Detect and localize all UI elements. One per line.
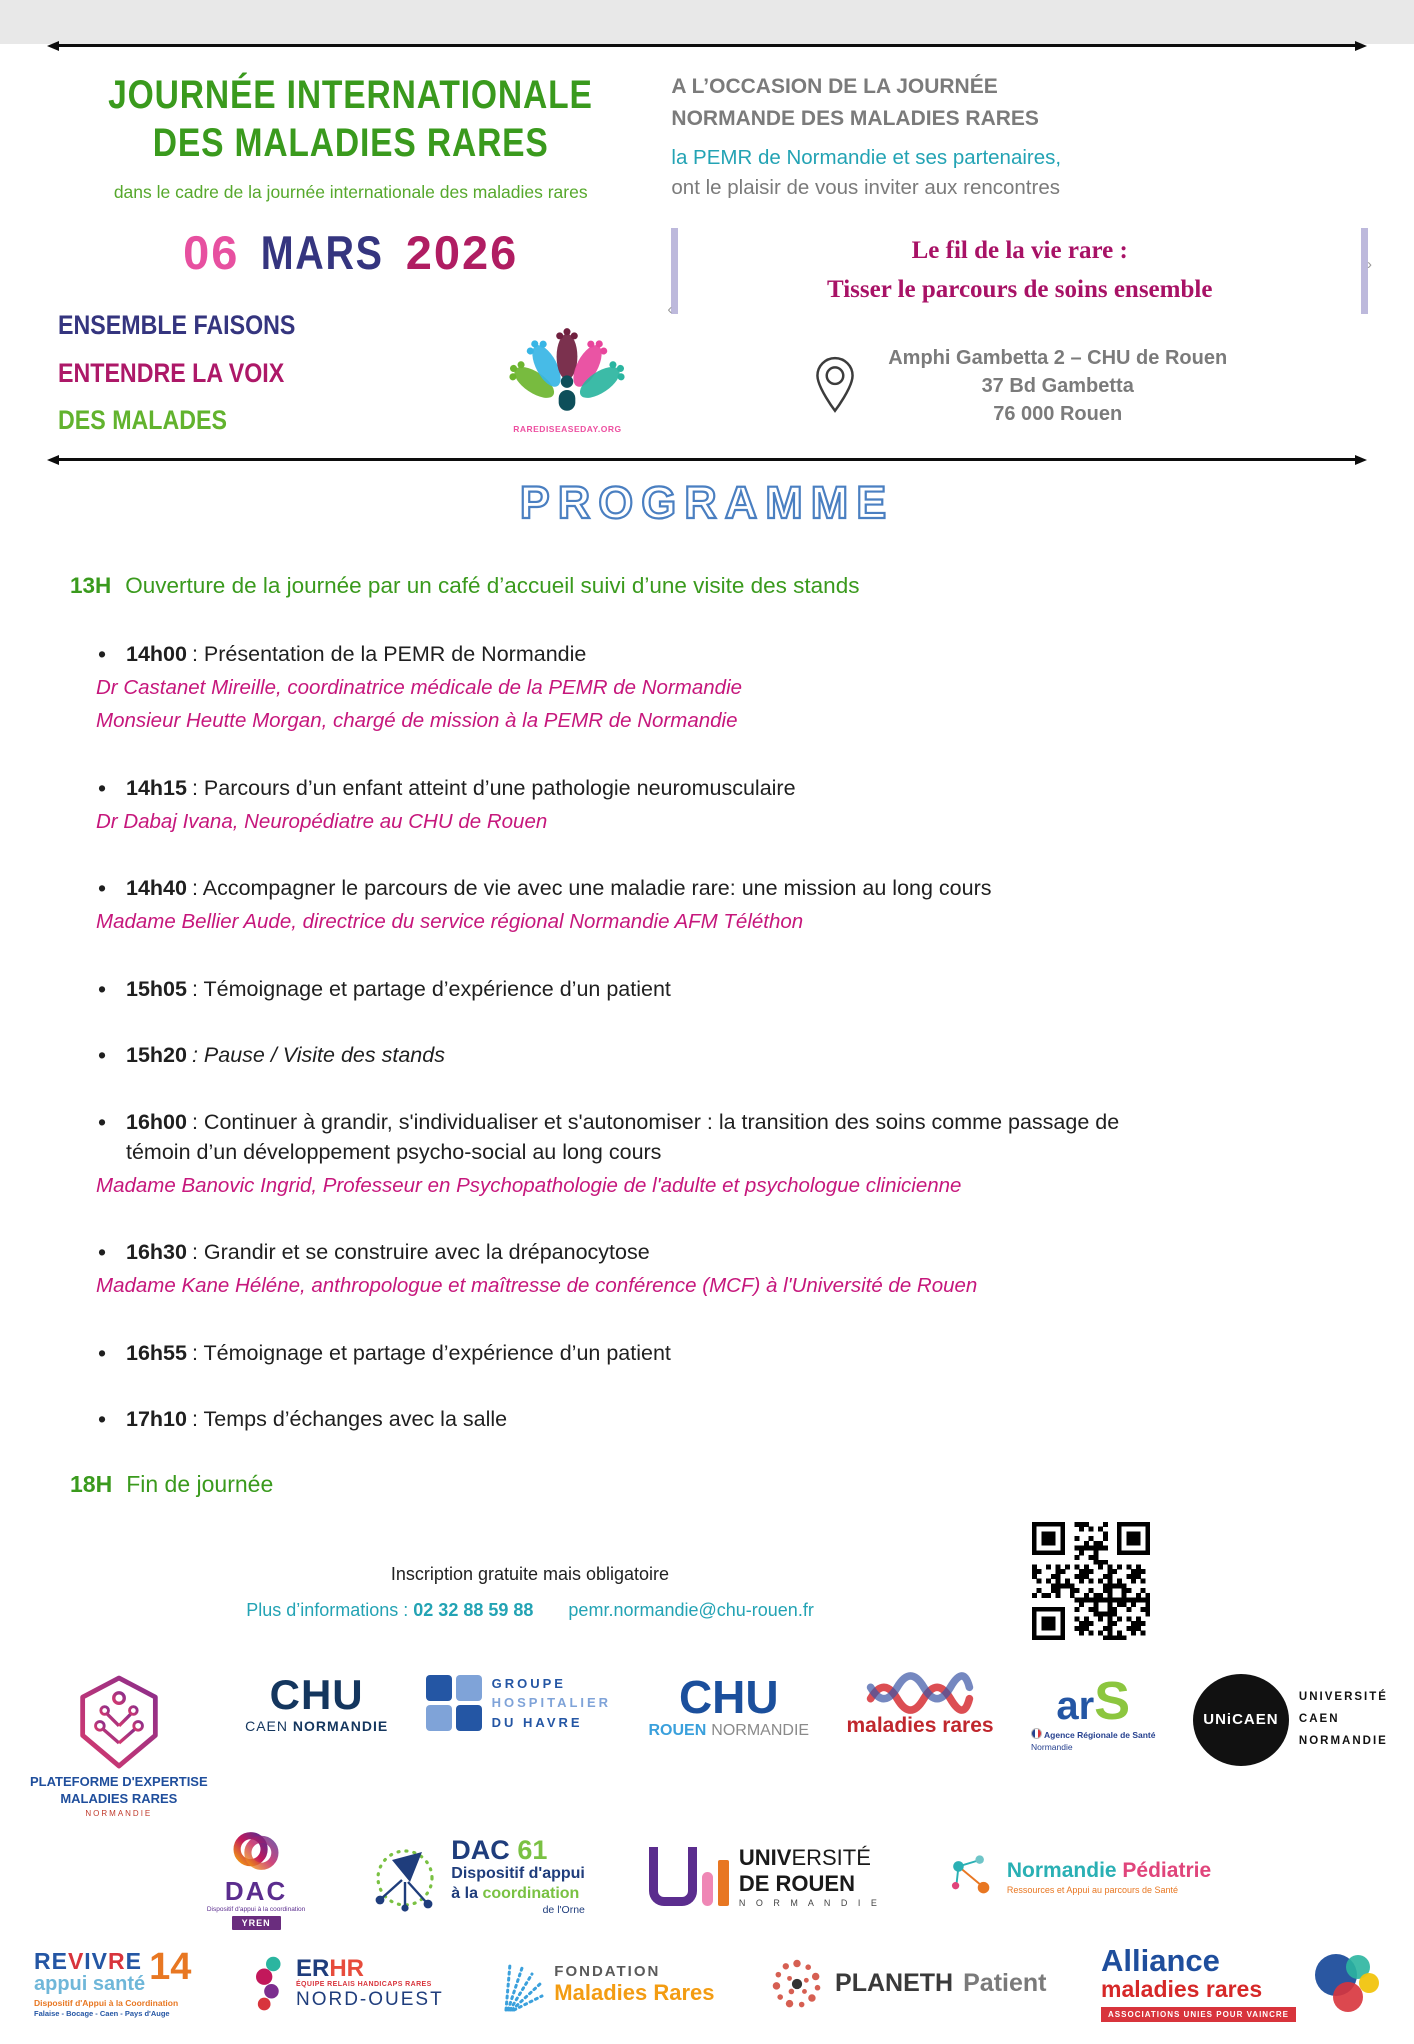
invitation-line-gray: ont le plaisir de vous inviter aux rencontres — [671, 175, 1060, 199]
event-date-month: MARS — [261, 226, 385, 280]
item-text: : Parcours d’un enfant atteint d’une pathologie neuromusculaire — [191, 776, 796, 801]
ghh-squares-icon — [426, 1675, 482, 1731]
programme-list — [70, 639, 1134, 1435]
dac61-number: 61 — [517, 1835, 548, 1866]
rare-disease-day-logo-block — [487, 313, 647, 434]
item-time: 17h10 — [126, 1407, 187, 1432]
event-date — [54, 225, 647, 280]
event-date-year: 2026 — [405, 226, 519, 280]
contact-label: Plus d’informations : — [246, 1599, 409, 1620]
item-speaker: Madame Bellier Aude, directrice du service régional Normandie AFM Téléthon — [96, 909, 804, 933]
logo-filiere-maladies-rares — [846, 1674, 993, 1738]
event-date-day: 06 — [183, 226, 240, 280]
programme-closing — [70, 1471, 1354, 1498]
programme-item-14h40 — [94, 873, 1134, 937]
occasion-text — [671, 71, 1368, 134]
quote-line2: Tisser le parcours de soins ensemble — [826, 276, 1213, 304]
item-time: 14h40 — [126, 876, 187, 901]
venue-line3: 76 000 Rouen — [993, 402, 1123, 425]
dac61-line3: de l'Orne — [542, 1904, 585, 1917]
item-speaker: Monsieur Heutte Morgan, chargé de mission à la PEMR de Normandie — [96, 709, 738, 733]
header — [0, 47, 1414, 458]
univ-rouen-line1b: ERSITÉ — [791, 1845, 871, 1871]
quote-right-bar — [1361, 228, 1368, 314]
logo-dac61-orne — [369, 1837, 585, 1916]
opening-time: 13H — [70, 573, 112, 598]
ars-subtitle: Agence Régionale de Santé — [1044, 1729, 1156, 1740]
slogan — [58, 302, 334, 444]
header-right — [647, 71, 1368, 444]
logo-unicaen — [1193, 1674, 1388, 1766]
item-time: 16h55 — [126, 1340, 187, 1365]
item-text: : Témoignage et partage d’expérience d’un patient — [191, 976, 671, 1001]
item-time: 15h05 — [126, 976, 187, 1001]
poster-page — [0, 44, 1414, 2044]
chu-rouen-region: NORMANDIE — [711, 1721, 810, 1739]
item-text: : Temps d’échanges avec la salle — [191, 1407, 508, 1432]
logo-alliance-maladies-rares — [1101, 1942, 1384, 2023]
event-title — [54, 71, 647, 167]
item-text: : Continuer à grandir, s'individualiser et s'autonomiser : la transition des soins comme passage de témoin d’un développement psycho-social au long cours — [126, 1109, 1120, 1165]
item-time: 16h00 — [126, 1109, 187, 1134]
item-speaker: Madame Kane Héléne, anthropologue et maîtresse de conférence (MCF) à l'Université de Rouen — [96, 1273, 978, 1297]
unicaen-line2: CAEN — [1298, 1712, 1340, 1725]
logo-pemr-normandie — [30, 1674, 208, 1819]
logo-normandie-pediatrie — [945, 1851, 1211, 1903]
alliance-name: Alliance — [1101, 1942, 1220, 1978]
programme-item-17h10 — [94, 1404, 1134, 1435]
quote-line1: Le fil de la vie rare : — [911, 237, 1128, 265]
programme-item-15h20 — [94, 1040, 1134, 1071]
revivre-line1: Dispositif d'Appui à la Coordination — [34, 1997, 179, 2008]
partner-logos — [0, 1670, 1414, 2030]
maladies-rares-waves-icon — [861, 1674, 979, 1712]
item-speaker: Madame Banovic Ingrid, Professeur en Psychopathologie de l'adulte et psychologue clinicienne — [96, 1173, 962, 1197]
ars-region: Normandie — [1031, 1741, 1073, 1752]
opening-text: Ouverture de la journée par un café d’accueil suivi d’une visite des stands — [125, 573, 860, 598]
univ-rouen-line2: DE ROUEN — [738, 1870, 855, 1896]
ghh-label-line2: HOSPITALIER — [491, 1695, 612, 1711]
venue-block — [671, 344, 1368, 428]
ghh-label-line1: GROUPE — [491, 1675, 566, 1691]
pemr-label-line2: MALADIES RARES — [60, 1790, 178, 1806]
item-speaker: Dr Dabaj Ivana, Neuropédiatre au CHU de Rouen — [96, 809, 548, 833]
unicaen-line3: NORMANDIE — [1298, 1734, 1388, 1747]
unicaen-line1: UNIVERSITÉ — [1298, 1690, 1388, 1703]
event-title-line1: JOURNÉE INTERNATIONALE — [108, 73, 593, 117]
erhr-er: ER — [295, 1954, 330, 1982]
event-title-line2: DES MALADIES RARES — [152, 121, 549, 165]
slogan-row — [54, 302, 647, 444]
middle-divider-arrow-line — [58, 458, 1356, 461]
logo-row-2 — [30, 1824, 1388, 1930]
quote-left-bar — [671, 228, 678, 314]
programme-item-14h15 — [94, 773, 1134, 837]
registration-note: Inscription gratuite mais obligatoire — [390, 1563, 670, 1584]
chu-caen-region: NORMANDIE — [292, 1717, 389, 1734]
fondation-rays-icon — [498, 1956, 544, 2012]
unicaen-mark: UNiCAEN — [1193, 1674, 1289, 1766]
programme-item-16h55 — [94, 1338, 1134, 1369]
slogan-line1: ENSEMBLE FAISONS — [58, 310, 296, 341]
univ-rouen-line1a: UNIV — [738, 1845, 792, 1871]
header-left — [54, 71, 647, 444]
logo-fondation-maladies-rares — [498, 1956, 714, 2012]
item-text: : Accompagner le parcours de vie avec une maladie rare: une mission au long cours — [191, 876, 992, 901]
venue-address — [888, 344, 1227, 428]
top-divider-arrow-line — [58, 44, 1356, 47]
item-speaker: Dr Castanet Mireille, coordinatrice médicale de la PEMR de Normandie — [96, 675, 743, 699]
dac61-compass-icon — [369, 1840, 441, 1914]
pemr-region: NORMANDIE — [85, 1809, 153, 1819]
occasion-line2: NORMANDE DES MALADIES RARES — [671, 106, 1039, 130]
item-time: 16h30 — [126, 1240, 187, 1265]
item-time: 14h00 — [126, 642, 187, 666]
rare-disease-day-hands-icon — [501, 313, 633, 417]
venue-line2: 37 Bd Gambetta — [981, 374, 1134, 397]
closing-time: 18H — [70, 1470, 113, 1497]
qr-code — [1032, 1522, 1150, 1640]
registration-text — [185, 1564, 875, 1621]
revivre-subtitle: appui santé — [34, 1972, 146, 1995]
ars-s: S — [1094, 1670, 1131, 1731]
chu-caen-mark: CHU — [269, 1670, 364, 1718]
event-theme-quote — [671, 228, 1368, 314]
registration-block — [0, 1518, 1414, 1670]
logo-erhr-nord-ouest — [246, 1953, 444, 2015]
logo-chu-caen — [245, 1670, 389, 1734]
rare-disease-day-url[interactable]: RAREDISEASEDAY.ORG — [513, 423, 622, 434]
dac-label: DAC — [224, 1875, 288, 1906]
item-time: 14h15 — [126, 776, 187, 801]
logo-dac — [207, 1824, 305, 1930]
revivre-line2: Falaise - Bocage - Caen - Pays d'Auge — [34, 2008, 170, 2018]
dac61-line2a: à la — [451, 1885, 483, 1903]
french-flag-icon — [1031, 1728, 1042, 1739]
ghh-label-line3: DU HAVRE — [491, 1714, 583, 1730]
alliance-badge: ASSOCIATIONS UNIES POUR VAINCRE — [1101, 2007, 1296, 2022]
fondation-line2: Maladies Rares — [554, 1980, 715, 2006]
occasion-line1: A L’OCCASION DE LA JOURNÉE — [671, 75, 998, 98]
contact-line — [185, 1600, 875, 1621]
programme-item-15h05 — [94, 974, 1134, 1005]
pemr-tree-icon — [75, 1674, 163, 1770]
erhr-region: NORD-OUEST — [295, 1988, 444, 2010]
np-name-b: Pédiatrie — [1122, 1858, 1212, 1882]
venue-line1: Amphi Gambetta 2 – CHU de Rouen — [888, 346, 1228, 369]
logo-groupe-hospitalier-havre — [426, 1674, 611, 1733]
programme-item-16h30 — [94, 1237, 1134, 1301]
np-name-a: Normandie — [1006, 1858, 1123, 1882]
logo-row-1 — [30, 1670, 1388, 1822]
chu-rouen-mark: CHU — [678, 1670, 779, 1723]
quote-text — [678, 228, 1361, 314]
programme-opening — [70, 573, 1354, 599]
programme-item-16h00 — [94, 1107, 1134, 1202]
slogan-line3: DES MALADES — [58, 404, 228, 435]
item-text: : Pause / Visite des stands — [191, 1043, 445, 1068]
slogan-line2: ENTENDRE LA VOIX — [58, 357, 285, 388]
alliance-blobs-icon — [1306, 1947, 1384, 2021]
univ-rouen-icon — [649, 1847, 729, 1906]
planeth-dots-icon — [769, 1956, 825, 2012]
univ-rouen-line3: N O R M A N D I E — [738, 1897, 881, 1908]
revivre-number: 14 — [149, 1945, 192, 1988]
contact-phone: 02 32 88 59 88 — [413, 1599, 534, 1620]
alliance-subname: maladies rares — [1101, 1975, 1263, 2002]
np-subtitle: Ressources et Appui au parcours de Santé — [1006, 1884, 1178, 1895]
dac-yren-label: YREN — [232, 1916, 281, 1930]
dac-subtitle: Dispositif d'appui à la coordination — [206, 1905, 306, 1913]
item-text: : Grandir et se construire avec la drépanocytose — [191, 1240, 650, 1265]
invitation-line-teal: la PEMR de Normandie et ses partenaires, — [671, 146, 1062, 169]
event-subtitle: dans le cadre de la journée internationale des maladies rares — [113, 182, 588, 202]
logo-revivre-appui-sante-14 — [34, 1945, 192, 2018]
fondation-line1: FONDATION — [554, 1962, 661, 1980]
item-text: : Présentation de la PEMR de Normandie — [191, 642, 587, 666]
dac61-name: DAC — [451, 1835, 510, 1866]
revivre-name: REVIVRE — [34, 1947, 142, 1974]
programme-section — [0, 529, 1414, 1498]
normandie-pediatrie-molecule-icon — [945, 1851, 997, 1903]
logo-row-3 — [30, 1938, 1388, 2030]
ars-ar: ar — [1056, 1683, 1095, 1728]
erhr-subtitle: ÉQUIPE RELAIS HANDICAPS RARES — [295, 1980, 432, 1988]
dac61-line1: Dispositif d'appui — [451, 1865, 585, 1883]
dac61-line2b: coordination — [482, 1885, 580, 1903]
contact-email[interactable]: pemr.normandie@chu-rouen.fr — [568, 1599, 814, 1620]
planeth-name: PLANETH — [835, 1969, 954, 1998]
dac-rings-icon — [227, 1824, 285, 1878]
item-time: 15h20 — [126, 1043, 187, 1068]
location-pin-icon — [812, 355, 858, 417]
logo-chu-rouen — [648, 1670, 810, 1740]
invitation-text — [671, 143, 1368, 202]
filiere-label: maladies rares — [846, 1713, 994, 1737]
erhr-hr: HR — [329, 1954, 364, 1982]
programme-heading: PROGRAMME — [519, 477, 895, 528]
logo-universite-rouen — [649, 1845, 881, 1908]
programme-item-14h00 — [94, 639, 1134, 737]
closing-text: Fin de journée — [126, 1470, 274, 1497]
planeth-patient: Patient — [963, 1969, 1047, 1998]
chu-caen-city: CAEN — [245, 1717, 288, 1734]
logo-ars-normandie — [1031, 1670, 1156, 1754]
chu-rouen-city: ROUEN — [648, 1721, 707, 1739]
logo-planeth-patient — [769, 1956, 1046, 2012]
pemr-label-line1: PLATEFORME D'EXPERTISE — [30, 1773, 208, 1789]
erhr-swirl-icon — [246, 1953, 286, 2015]
item-text: : Témoignage et partage d’expérience d’un patient — [191, 1340, 671, 1365]
